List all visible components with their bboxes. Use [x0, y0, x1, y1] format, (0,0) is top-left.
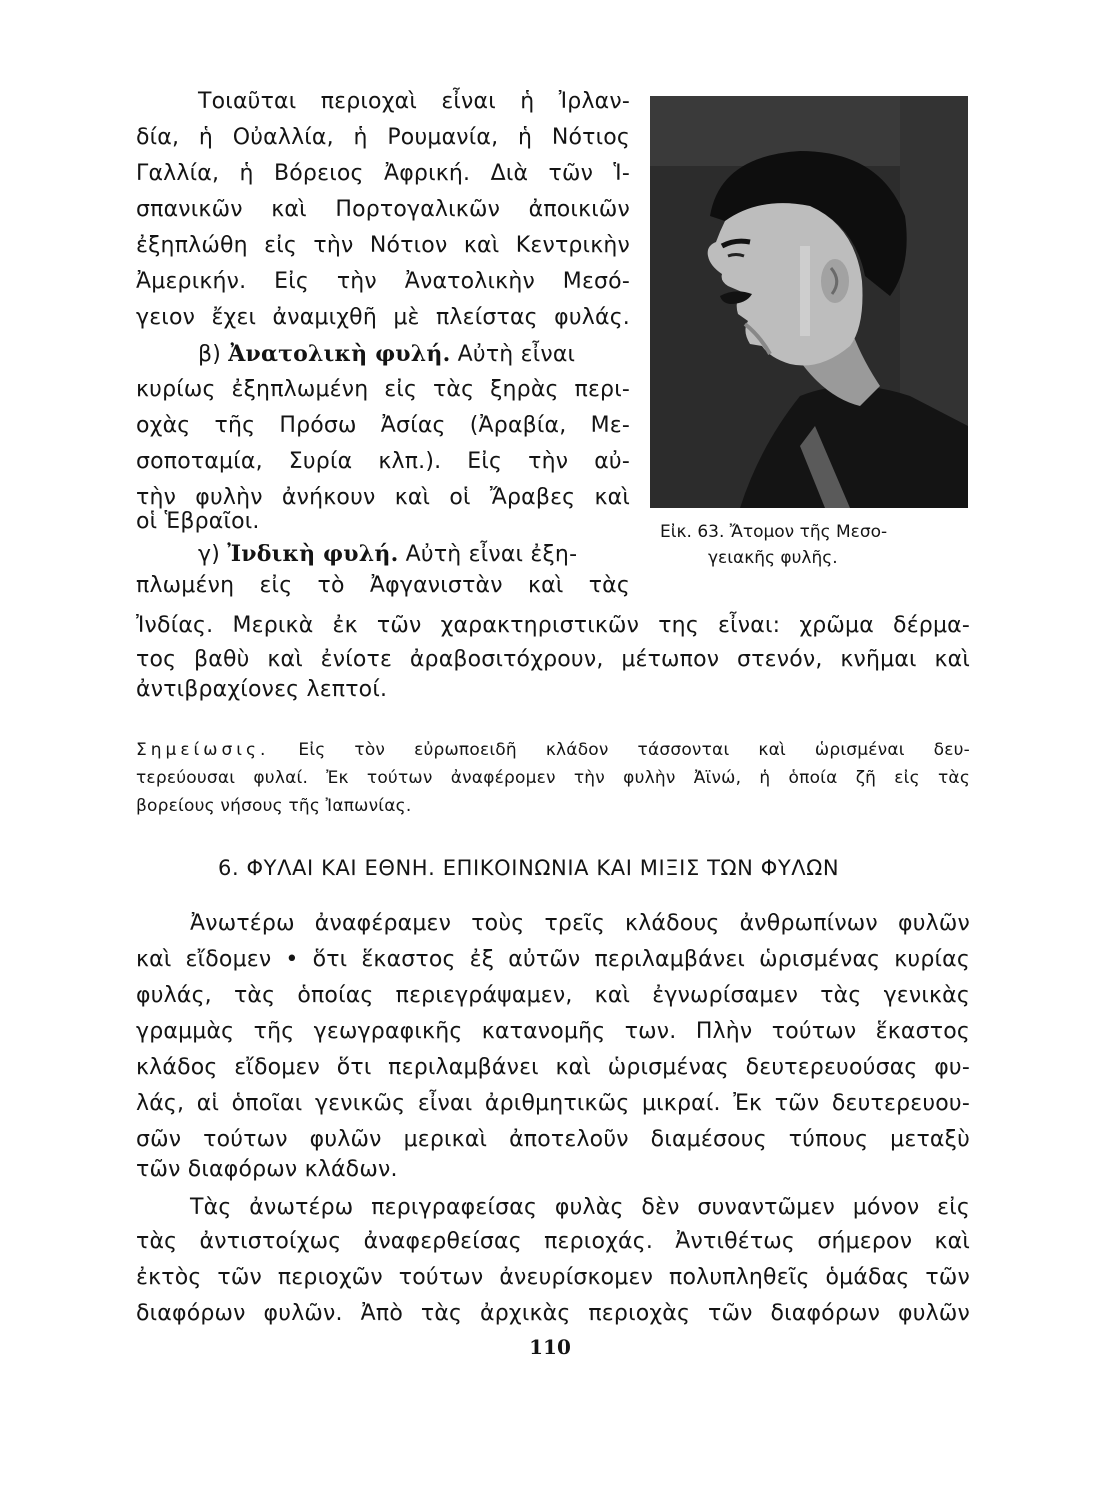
- left-column-line-7: γειον ἔχει ἀναμιχθῆ μὲ πλείστας φυλάς.: [136, 305, 630, 330]
- note-label: Σημείωσις.: [136, 740, 270, 760]
- para1-line-6: λάς, αἱ ὁποῖαι γενικῶς εἶναι ἀριθμητικῶς μικραί. Ἐκ τῶν δευτερευου-: [136, 1091, 970, 1116]
- para1-line-7: σῶν τούτων φυλῶν μερικαὶ ἀποτελοῦν διαμέσους τύπους μεταξὺ: [136, 1127, 970, 1152]
- beta-line-6: οἱ Ἑβραῖοι.: [136, 509, 260, 534]
- para1-line-5: κλάδος εἴδομεν ὅτι περιλαμβάνει καὶ ὡρισμένας δευτερευούσας φυ-: [136, 1055, 970, 1080]
- para1-line-2: καὶ εἴδομεν • ὅτι ἕκαστος ἐξ αὐτῶν περιλαμβάνει ὡρισμένας κυρίας: [136, 947, 970, 972]
- gamma-rest: Αὐτὴ εἶναι ἐξη-: [405, 542, 578, 567]
- para2-line-2: τὰς ἀντιστοίχως ἀναφερθείσας περιοχάς. Ἀντιθέτως σήμερον καὶ: [136, 1229, 970, 1254]
- full-line-1: Ἰνδίας. Μερικὰ ἐκ τῶν χαρακτηριστικῶν της εἶναι: χρῶμα δέρμα-: [136, 613, 970, 638]
- gamma-section-first-line: [198, 540, 630, 569]
- para1-line-4: γραμμὰς τῆς γεωγραφικῆς κατανομῆς των. Πλὴν τούτων ἕκαστος: [136, 1019, 970, 1044]
- note-text-1: Εἰς τὸν εὐρωποειδῆ κλάδον τάσσονται καὶ ὡρισμέναι δευ-: [298, 740, 971, 760]
- left-column-line-4: σπανικῶν καὶ Πορτογαλικῶν ἀποικιῶν: [136, 197, 630, 222]
- para2-line-1: Τὰς ἀνωτέρω περιγραφείσας φυλὰς δὲν συναντῶμεν μόνον εἰς: [190, 1195, 970, 1220]
- left-column-line-2: δία, ἡ Οὐαλλία, ἡ Ρουμανία, ἡ Νότιος: [136, 125, 630, 150]
- beta-line-3: οχὰς τῆς Πρόσω Ἀσίας (Ἀραβία, Με-: [136, 413, 630, 438]
- left-column-line-6: Ἀμερικήν. Εἰς τὴν Ἀνατολικὴν Μεσό-: [136, 269, 630, 294]
- para1-line-3: φυλάς, τὰς ὁποίας περιεγράψαμεν, καὶ ἐγνωρίσαμεν τὰς γενικὰς: [136, 983, 970, 1008]
- note-line-1: [136, 738, 970, 762]
- beta-line-4: σοποταμία, Συρία κλπ.). Εἰς τὴν αὐ-: [136, 449, 630, 474]
- page-number: 110: [529, 1335, 571, 1359]
- section-heading: 6. ΦΥΛΑΙ ΚΑΙ ΕΘΝΗ. ΕΠΙΚΟΙΝΩΝΙΑ ΚΑΙ ΜΙΞΙΣ ΤΩΝ ΦΥΛΩΝ: [218, 856, 840, 880]
- beta-rest: Αὐτὴ εἶναι: [457, 342, 576, 367]
- figure-caption-line-2: γειακῆς φυλῆς.: [708, 548, 838, 568]
- left-column-line-5: ἐξηπλώθη εἰς τὴν Νότιον καὶ Κεντρικὴν: [136, 233, 630, 258]
- left-column-line-1: Τοιαῦται περιοχαὶ εἶναι ἡ Ἰρλαν-: [198, 89, 630, 114]
- portrait-profile-image: [650, 96, 968, 508]
- full-line-2: τος βαθὺ καὶ ἐνίοτε ἀραβοσιτόχρουν, μέτωπον στενόν, κνῆμαι καὶ: [136, 647, 970, 672]
- para1-line-1: Ἀνωτέρω ἀναφέραμεν τοὺς τρεῖς κλάδους ἀνθρωπίνων φυλῶν: [190, 911, 970, 936]
- full-line-3: ἀντιβραχίονες λεπτοί.: [136, 677, 388, 702]
- figure-caption-line-1: Εἰκ. 63. Ἄτομον τῆς Μεσο-: [660, 522, 888, 542]
- portrait-figure: [650, 96, 968, 508]
- left-column-line-3: Γαλλία, ἡ Βόρειος Ἀφρική. Διὰ τῶν Ἱ-: [136, 161, 630, 186]
- beta-line-2: κυρίως ἐξηπλωμένη εἰς τὰς ξηρὰς περι-: [136, 377, 630, 402]
- beta-section-first-line: [198, 340, 630, 369]
- para1-line-8: τῶν διαφόρων κλάδων.: [136, 1157, 398, 1182]
- beta-prefix: β): [198, 342, 222, 367]
- para2-line-3: ἐκτὸς τῶν περιοχῶν τούτων ἀνευρίσκομεν πολυπληθεῖς ὁμάδας τῶν: [136, 1265, 970, 1290]
- gamma-line-2: πλωμένη εἰς τὸ Ἀφγανιστὰν καὶ τὰς: [136, 573, 630, 598]
- gamma-term: Ἰνδικὴ φυλή.: [227, 541, 399, 567]
- para2-line-4: διαφόρων φυλῶν. Ἀπὸ τὰς ἀρχικὰς περιοχὰς τῶν διαφόρων φυλῶν: [136, 1301, 970, 1326]
- beta-line-5: τὴν φυλὴν ἀνήκουν καὶ οἱ Ἄραβες καὶ: [136, 485, 630, 510]
- gamma-prefix: γ): [198, 542, 221, 567]
- note-line-2: τερεύουσαι φυλαί. Ἐκ τούτων ἀναφέρομεν τὴν φυλὴν Ἀϊνώ, ἡ ὁποία ζῆ εἰς τὰς: [136, 768, 970, 788]
- note-line-3: βορείους νήσους τῆς Ἰαπωνίας.: [136, 796, 412, 816]
- beta-term: Ἀνατολικὴ φυλή.: [228, 341, 451, 367]
